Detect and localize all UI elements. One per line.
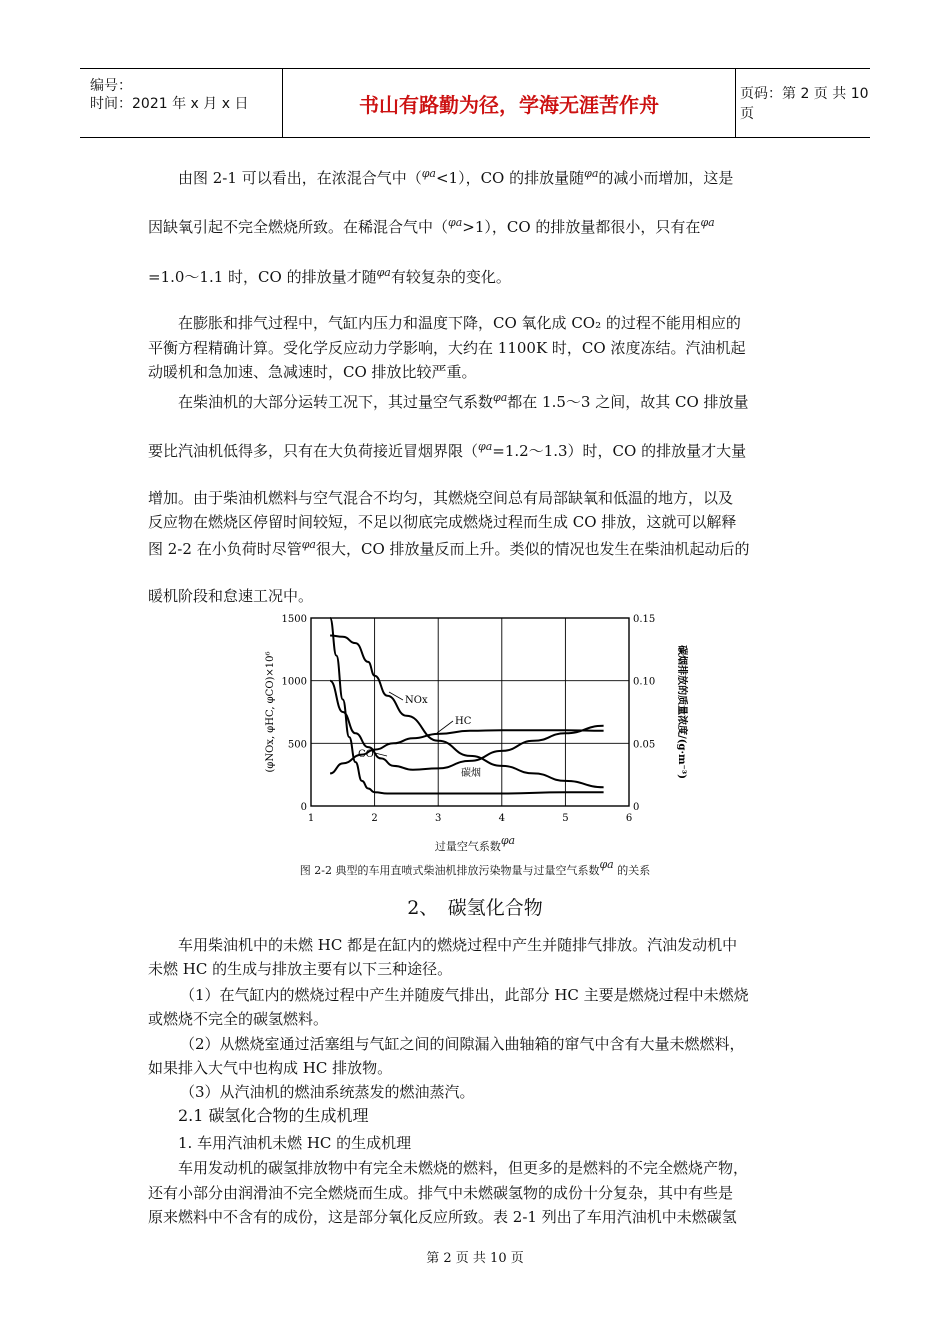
- paragraph-line: （1）在气缸内的燃烧过程中产生并随废气排出，此部分 HC 主要是燃烧过程中未燃烧: [180, 986, 749, 1004]
- y-axis-label-right: 碳烟排放的质量浓度/(g·m⁻³): [676, 645, 687, 779]
- x-tick-label: 6: [625, 813, 633, 824]
- paragraph-line: 在膨胀和排气过程中，气缸内压力和温度下降，CO 氧化成 CO₂ 的过程不能用相应的: [178, 314, 741, 332]
- paragraph-line: =1.0～1.1 时，CO 的排放量才随$^{\varphi a}$有较复杂的变化。: [148, 266, 511, 286]
- x-tick-label: 4: [498, 813, 505, 824]
- page-footer: 第 2 页 共 10 页: [426, 1251, 524, 1266]
- y-tick-label-left: 1000: [281, 676, 307, 688]
- subsection-heading: 2.1 碳氢化合物的生成机理: [178, 1106, 369, 1125]
- emissions-chart: [255, 606, 695, 856]
- paragraph-line: 由图 2-1 可以看出，在浓混合气中（$^{\varphi a}$<1），CO 的排放量随$^{\varphi a}$的减小而增加，这是: [178, 167, 734, 187]
- paragraph-line: （3）从汽油机的燃油系统蒸发的燃油蒸汽。: [180, 1083, 475, 1101]
- y-tick-label-right: 0: [633, 802, 640, 813]
- paragraph-line: 因缺氧引起不完全燃烧所致。在稀混合气中（$^{\varphi a}$>1），CO 的排放量都很小，只有在$^{\varphi a}$: [148, 216, 715, 236]
- header-meta: [80, 69, 282, 137]
- paragraph-line: 动暖机和急加速、急减速时，CO 排放比较严重。: [148, 363, 477, 381]
- y-tick-label-left: 500: [287, 739, 307, 751]
- series-annotation: CO: [358, 749, 374, 760]
- annotation-leader: [437, 721, 453, 733]
- subsection-heading: 1. 车用汽油机未燃 HC 的生成机理: [178, 1134, 412, 1152]
- chart-xlabel-line: 过量空气系数φa: [434, 834, 516, 853]
- doc-code-label: 编号：: [90, 78, 132, 94]
- x-tick-label: 3: [435, 813, 442, 824]
- series-annotation: HC: [455, 716, 472, 727]
- y-tick-label-right: 0.05: [633, 739, 656, 751]
- figure-caption: 图 2-2 典型的车用直喷式柴油机排放污染物量与过量空气系数φa 的关系: [299, 858, 651, 877]
- y-tick-label-left: 1500: [281, 614, 307, 625]
- series-annotation: 碳烟: [461, 768, 481, 779]
- y-tick-label-right: 0.15: [633, 614, 656, 625]
- x-tick-label: 5: [562, 813, 569, 824]
- header-page-info: 页码：第 2 页 共 10 页: [740, 86, 869, 122]
- page-header: [80, 68, 870, 138]
- paragraph-line: 暖机阶段和怠速工况中。: [148, 587, 314, 605]
- paragraph-line: （2）从燃烧室通过活塞组与气缸之间的间隙漏入曲轴箱的窜气中含有大量未燃燃料，: [180, 1035, 745, 1053]
- section-title: 2、 碳氢化合物: [407, 897, 543, 919]
- paragraph-line: 原来燃料中不含有的成份，这是部分氧化反应所致。表 2-1 列出了车用汽油机中未燃碳氢: [148, 1208, 737, 1226]
- series-annotation: NOx: [405, 695, 428, 706]
- y-tick-label-left: 0: [300, 802, 307, 813]
- paragraph-line: 图 2-2 在小负荷时尽管$^{\varphi a}$很大，CO 排放量反而上升。类似的情况也发生在柴油机起动后的: [148, 538, 750, 558]
- paragraph-line: 车用发动机的碳氢排放物中有完全未燃烧的燃料，但更多的是燃料的不完全燃烧产物，: [178, 1159, 749, 1177]
- paragraph-line: 增加。由于柴油机燃料与空气混合不均匀，其燃烧空间总有局部缺氧和低温的地方，以及: [148, 489, 734, 507]
- header-motto: 书山有路勤为径，学海无涯苦作舟: [282, 69, 736, 137]
- paragraph-line: 车用柴油机中的未燃 HC 都是在缸内的燃烧过程中产生并随排气排放。汽油发动机中: [178, 936, 738, 954]
- paragraph-line: 还有小部分由润滑油不完全燃烧而生成。排气中未燃碳氢物的成份十分复杂，其中有些是: [148, 1184, 734, 1202]
- paragraph-line: 在柴油机的大部分运转工况下，其过量空气系数$^{\varphi a}$都在 1.5～3 之间，故其 CO 排放量: [178, 391, 749, 411]
- chart-xlabel: 过量空气系数: [434, 840, 501, 853]
- x-tick-label: 1: [307, 813, 315, 824]
- paragraph-line: 平衡方程精确计算。受化学反应动力学影响，大约在 1100K 时，CO 浓度冻结。汽油机起: [148, 339, 746, 357]
- x-tick-label: 2: [371, 813, 378, 824]
- series-line-NOx: [330, 636, 603, 788]
- paragraph-line: 要比汽油机低得多，只有在大负荷接近冒烟界限（$^{\varphi a}$=1.2～1.3）时，CO 的排放量才大量: [148, 440, 747, 460]
- paragraph-line: 反应物在燃烧区停留时间较短，不足以彻底完成燃烧过程而生成 CO 排放，这就可以解释: [148, 513, 737, 531]
- doc-date-label: 时间：2021 年 x 月 x 日: [90, 96, 249, 112]
- y-tick-label-right: 0.10: [633, 676, 656, 688]
- y-axis-label-left: (φNOx, φHC, φCO)×10⁶: [265, 651, 276, 773]
- paragraph-line: 或燃烧不完全的碳氢燃料。: [148, 1010, 329, 1028]
- paragraph-line: 如果排入大气中也构成 HC 排放物。: [148, 1059, 393, 1077]
- paragraph-line: 未燃 HC 的生成与排放主要有以下三种途径。: [148, 960, 453, 978]
